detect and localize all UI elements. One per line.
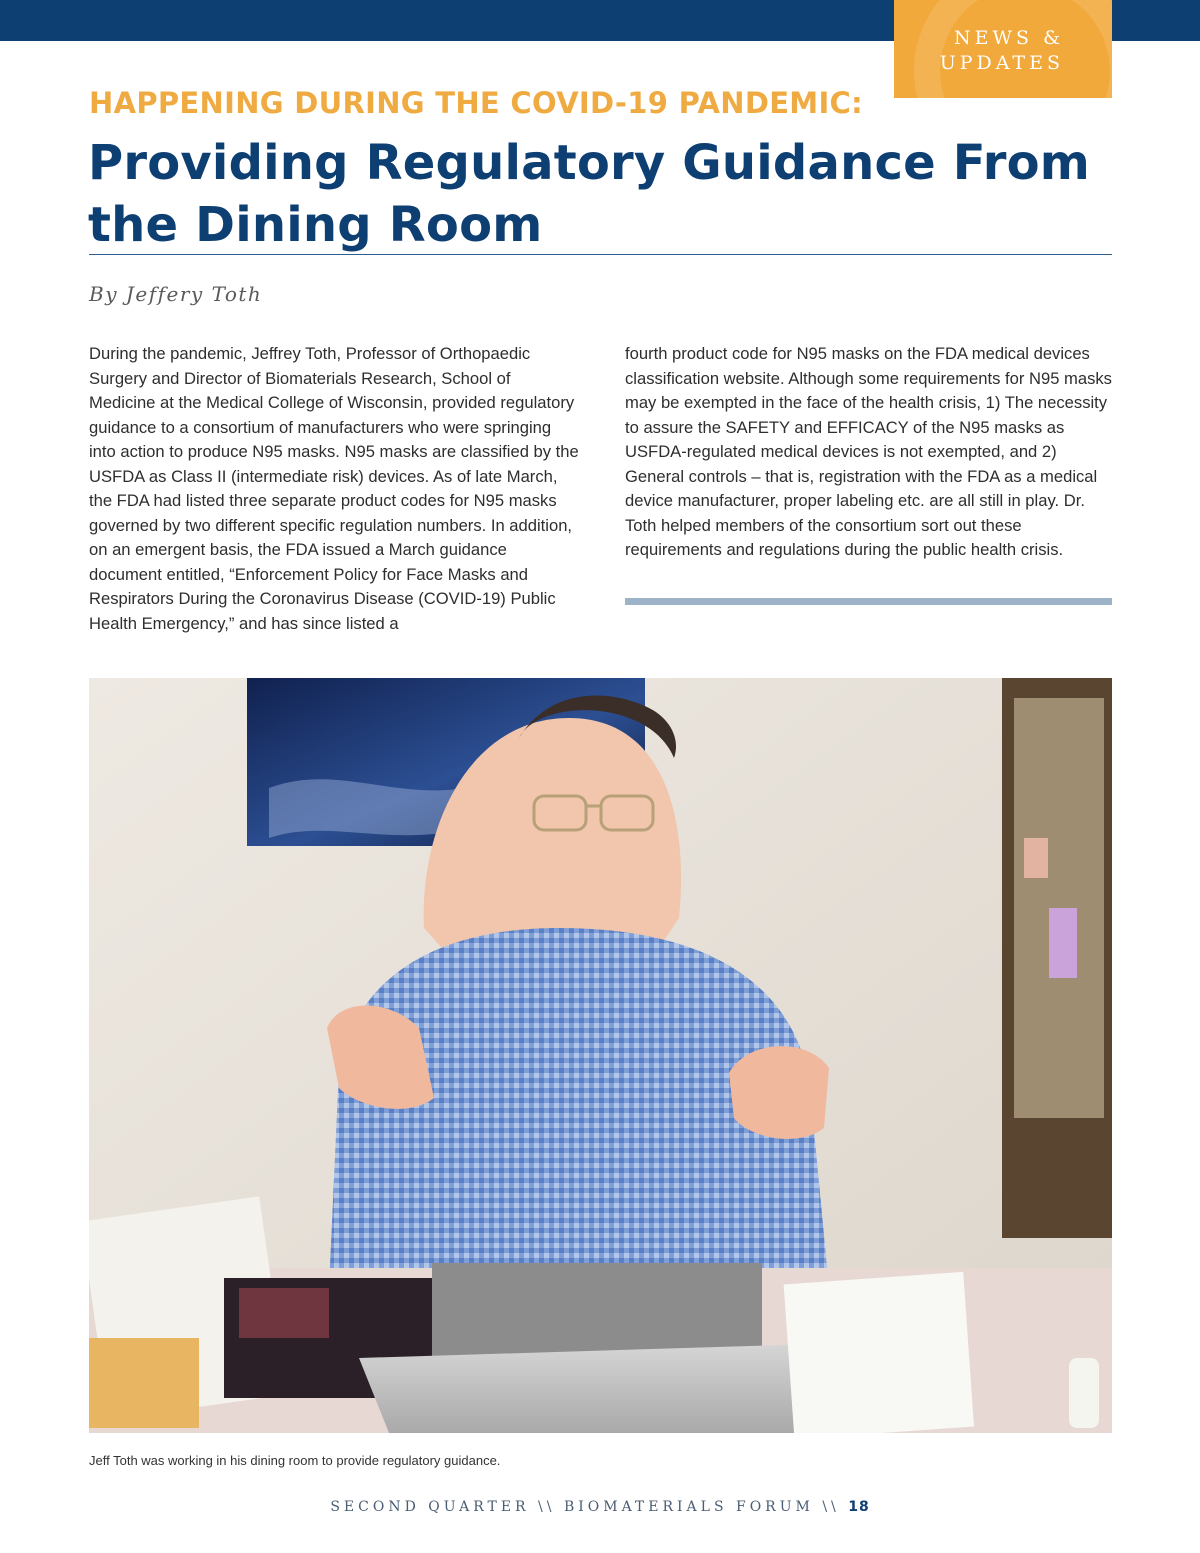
footer-issue: SECOND QUARTER bbox=[330, 1499, 530, 1515]
page-footer bbox=[0, 1499, 1200, 1515]
column-divider bbox=[625, 598, 1112, 605]
section-label: NEWS & UPDATES bbox=[939, 27, 1064, 74]
body-column-left: During the pandemic, Jeffrey Toth, Professor of Orthopaedic Surgery and Director of Biomaterials Research, School of Medicine at the Medical College of Wisconsin, provided regulatory guidance to a consortium of manufacturers who were springing into action to produce N95 masks. N95 masks are classified by the USFDA as Class II (intermediate risk) devices. As of late March, the FDA had listed three separate product codes for N95 masks governed by two different specific regulation numbers. In addition, on an emergent basis, the FDA issued a March guidance document entitled, “Enforcement Policy for Face Masks and Respirators During the Coronavirus Disease (COVID-19) Public Health Emergency,” and has since listed a bbox=[89, 344, 579, 633]
section-tab bbox=[894, 0, 1112, 98]
body-column-right: fourth product code for N95 masks on the FDA medical devices classification website. Although some requirements for N95 masks may be exempted in the face of the health crisis, 1) The necessity to assure the SAFETY and EFFICACY of the N95 masks as USFDA-regulated medical devices is not exempted, and 2) General controls – that is, registration with the FDA as a medical device manufacturer, proper labeling etc. are all still in play. Dr. Toth helped members of the consortium sort out these requirements and regulations during the public health crisis. bbox=[625, 344, 1112, 559]
byline: By Jeffery Toth bbox=[89, 282, 263, 306]
article-title: Providing Regulatory Guidance From the Dining Room bbox=[88, 135, 1090, 253]
page-number: 18 bbox=[848, 1499, 870, 1515]
article-kicker: HAPPENING DURING THE COVID-19 PANDEMIC: bbox=[89, 86, 864, 120]
photo-caption: Jeff Toth was working in his dining room to provide regulatory guidance. bbox=[89, 1453, 501, 1468]
footer-separator: \\ bbox=[538, 1499, 556, 1515]
article-photo bbox=[89, 678, 1112, 1433]
title-divider bbox=[89, 254, 1112, 255]
footer-separator: \\ bbox=[822, 1499, 840, 1515]
footer-publication: BIOMATERIALS FORUM bbox=[563, 1499, 814, 1515]
photo-illustration bbox=[89, 678, 1112, 1433]
